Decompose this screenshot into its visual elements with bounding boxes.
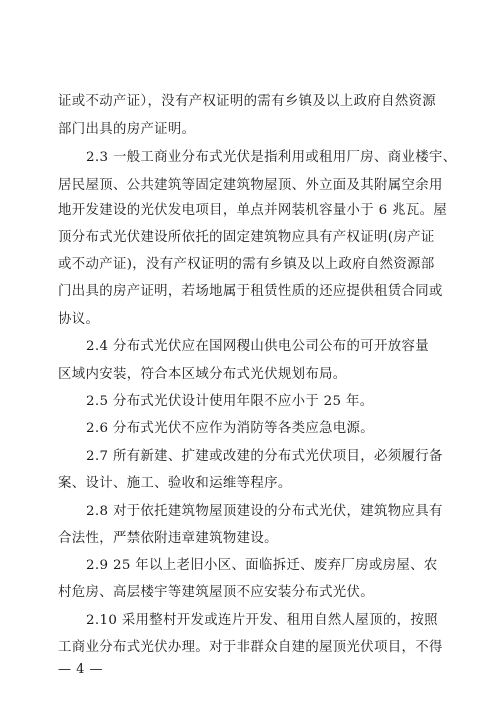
text-line: 合法性，严禁依附违章建筑物建设。 [58,531,278,546]
text-line: 2.5 分布式光伏设计使用年限不应小于 25 年。 [86,394,374,409]
text-line: 村危房、高层楼宇等建筑屋顶不应安装分布式光伏。 [58,585,375,600]
text-line: 2.8 对于依托建筑物屋顶建设的分布式光伏，建筑物应具有 [86,504,443,519]
text-line: 区域内安装，符合本区域分布式光伏规划布局。 [58,367,347,382]
text-line: 2.10 采用整村开发或连片开发、租用自然人屋顶的，按照 [86,613,438,628]
text-line: 2.4 分布式光伏应在国网稷山供电公司公布的可开放容量 [86,339,429,354]
text-line: 或不动产证)，没有产权证明的需有乡镇及以上政府自然资源部 [58,257,435,272]
text-line: 门出具的房产证明，若场地属于租赁性质的还应提供租赁合同或 [58,284,443,299]
text-line: 协议。 [58,312,100,327]
text-line: 2.7 所有新建、扩建或改建的分布式光伏项目，必须履行备 [86,449,443,464]
text-line: 顶分布式光伏建设所依托的固定建筑物应具有产权证明(房产证 [58,230,435,245]
text-line: 居民屋顶、公共建筑等固定建筑物屋顶、外立面及其附属空余用 [58,178,443,193]
text-line: 工商业分布式光伏办理。对于非群众自建的屋顶光伏项目，不得 [58,640,443,655]
text-line: 证或不动产证），没有产权证明的需有乡镇及以上政府自然资源 [58,94,437,109]
text-line: 部门出具的房产证明。 [58,122,196,137]
text-line: 案、设计、施工、验收和运维等程序。 [58,476,292,491]
text-line: 地开发建设的光伏发电项目，单点并网装机容量小于 6 兆瓦。屋 [58,203,448,218]
page-number: — 4 — [58,662,104,677]
text-line: 2.6 分布式光伏不应作为消防等各类应急电源。 [86,421,375,436]
text-line: 2.9 25 年以上老旧小区、面临拆迁、废弃厂房或房屋、农 [86,558,438,573]
text-line: 2.3 一般工商业分布式光伏是指利用或租用厂房、商业楼宇、 [86,150,457,165]
